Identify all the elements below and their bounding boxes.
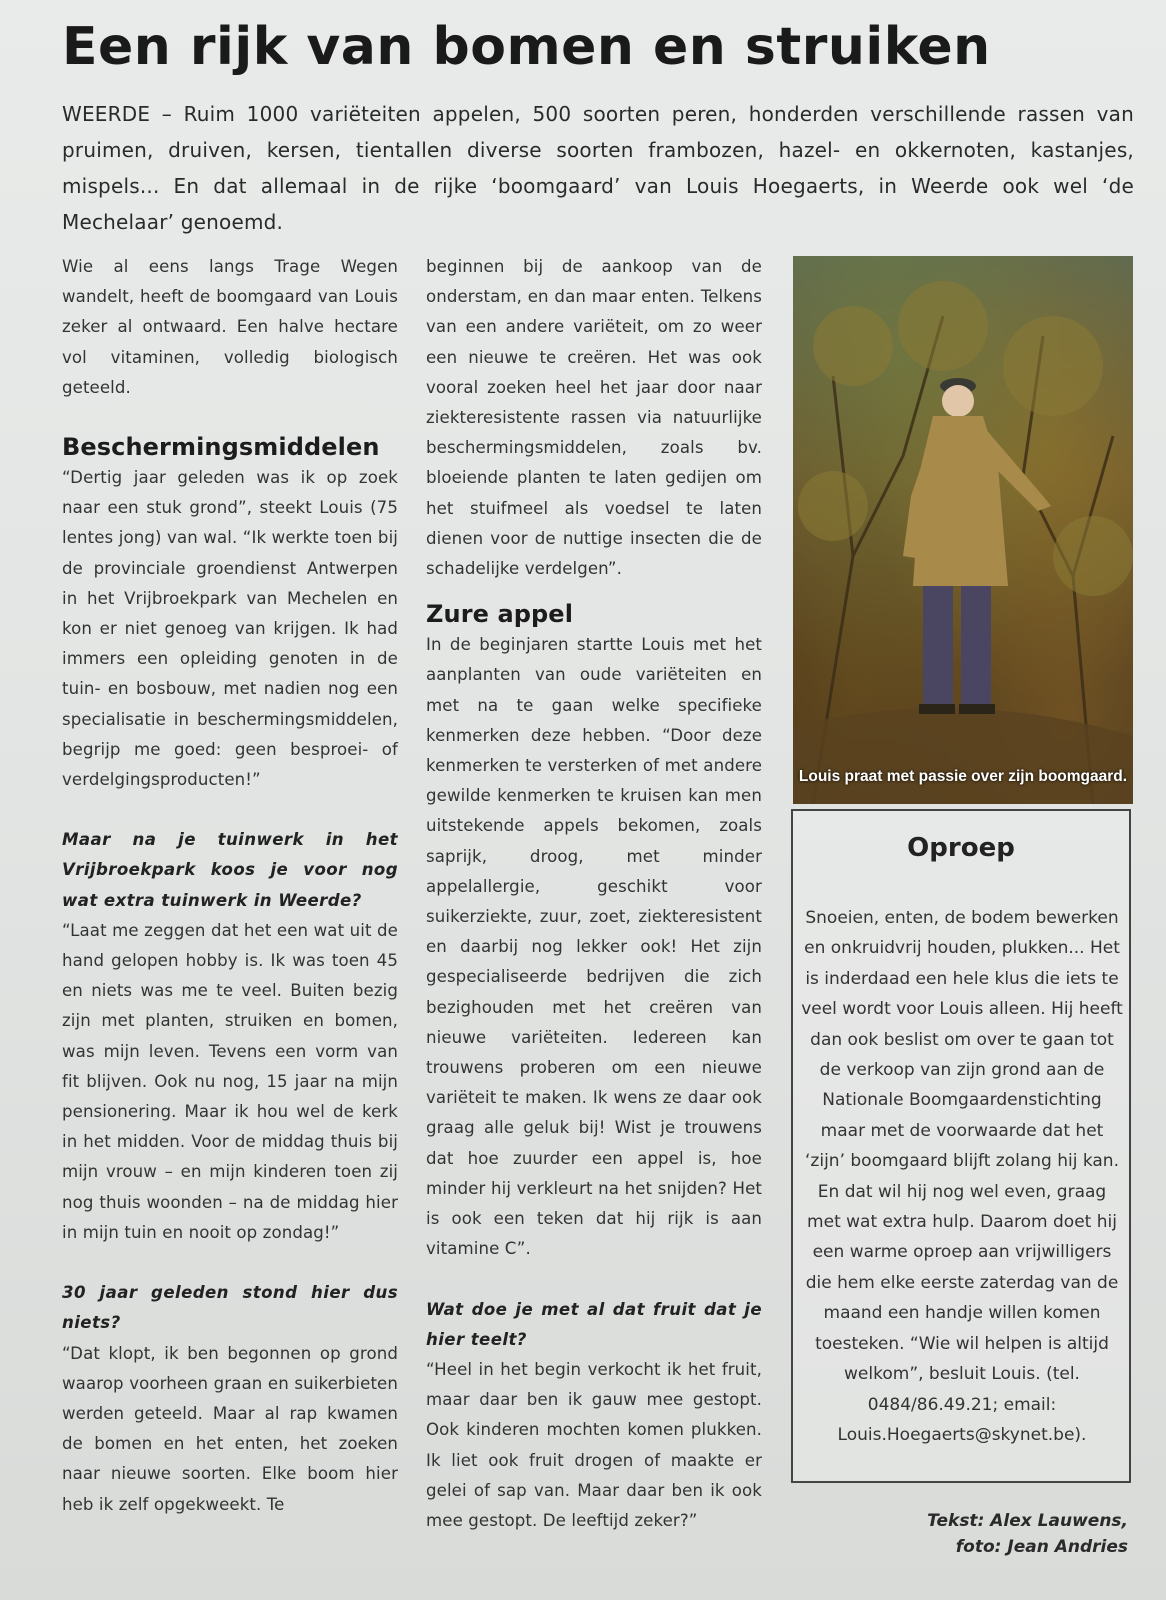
interview-question: 30 jaar geleden stond hier dus niets? bbox=[62, 1283, 398, 1333]
credit-text: Tekst: Alex Lauwens, bbox=[927, 1511, 1128, 1531]
paragraph: “Dat klopt, ik ben begonnen op grond waarop voorheen graan en suikerbieten werden geteeld. Maar al rap kwamen de bomen en het enten, het zoeken naar nieuwe soorten. Elke boom hier heb ik zelf opgekweekt. Te bbox=[62, 1343, 398, 1514]
oproep-box bbox=[791, 809, 1131, 1483]
paragraph: In de beginjaren startte Louis met het aanplanten van oude variëteiten en met na te gaan welke specifieke kenmerken deze hebben. “Door deze kenmerken te versterken of met andere gewilde kenmerken te kruisen kan men uitstekende appels bekomen, zoals saprijk, droog, met minder appelallergie, geschikt voor suikerziekte, zuur, zoet, ziekteresistent en daarbij nog lekker ook! Het zijn gespecialiseerde bedrijven die zich bezighouden met het creëren van nieuwe variëteiten. Iedereen kan trouwens proberen om een nieuwe variëteit te maken. Ik wens ze daar ook graag alle geluk bij! Wist je trouwens dat hoe zuurder een appel is, hoe minder hij verkleurt na het snijden? Het is ook een teken dat hij rijk is aan vitamine C”. bbox=[426, 635, 762, 1259]
photo-caption: Louis praat met passie over zijn boomgaard. bbox=[798, 768, 1128, 785]
article-lead: WEERDE – Ruim 1000 variëteiten appelen, 500 soorten peren, honderden verschillende rassen van pruimen, druiven, kersen, tientallen diverse soorten frambozen, hazel- en okkernoten, kastanjes, mispels... En dat allemaal in de rijke ‘boomgaard’ van Louis Hoegaerts, in Weerde ook wel ‘de Mechelaar’ genoemd. bbox=[62, 102, 1134, 234]
credit-photo: foto: Jean Andries bbox=[955, 1537, 1128, 1557]
paragraph: “Heel in het begin verkocht ik het fruit, maar daar ben ik gauw mee gestopt. Ook kinderen mochten komen plukken. Ik liet ook fruit drogen of maakte er gelei of sap van. Maar daar ben ik ook mee gestopt. De leeftijd zeker?” bbox=[426, 1359, 762, 1530]
paragraph: beginnen bij de aankoop van de onderstam, en dan maar enten. Telkens van een andere variëteit, om zo weer een nieuwe te creëren. Het was ook vooral zoeken heel het jaar door naar ziekteresistente rassen via natuurlijke beschermingsmiddelen, zoals bv. bloeiende planten te laten gedijen om het stuifmeel als voedsel te laten dienen voor de nuttige insecten die de schadelijke verdelgen”. bbox=[426, 257, 762, 579]
heading-beschermingsmiddelen: Beschermingsmiddelen bbox=[62, 433, 380, 462]
column-1 bbox=[62, 252, 398, 1520]
credits bbox=[828, 1508, 1128, 1560]
paragraph: “Dertig jaar geleden was ik op zoek naar een stuk grond”, steekt Louis (75 lentes jong) van wal. “Ik werkte toen bij de provinciale groendienst Antwerpen in het Vrijbroekpark van Mechelen en kon er niet genoeg van krijgen. Ik had immers een opleiding genoten in de tuin- en bosbouw, met nadien nog een specialisatie in beschermingsmiddelen, begrijp me goed: geen besproei- of verdelgingsproducten!” bbox=[62, 468, 398, 790]
paragraph: “Laat me zeggen dat het een wat uit de hand gelopen hobby is. Ik was toen 45 en niets was me te veel. Buiten bezig zijn met planten, struiken en bomen, was mijn leven. Tevens een vorm van fit blijven. Ook nu nog, 15 jaar na mijn pensionering. Maar ik hou wel de kerk in het midden. Voor de middag thuis bij mijn vrouw – en mijn kinderen toen zij nog thuis woonden – na de middag hier in mijn tuin en nooit op zondag!” bbox=[62, 920, 398, 1242]
column-2 bbox=[426, 252, 762, 1536]
oproep-title: Oproep bbox=[907, 833, 1015, 863]
interview-question: Maar na je tuinwerk in het Vrijbroekpark koos je voor nog wat extra tuinwerk in Weerde? bbox=[62, 830, 398, 910]
heading-zure-appel: Zure appel bbox=[426, 600, 574, 629]
man-in-orchard-illustration bbox=[793, 256, 1133, 804]
orchard-photo bbox=[793, 256, 1133, 804]
interview-question: Wat doe je met al dat fruit dat je hier teelt? bbox=[426, 1299, 762, 1349]
article-title: Een rijk van bomen en struiken bbox=[62, 17, 991, 77]
intro-paragraph: Wie al eens langs Trage Wegen wandelt, heeft de boomgaard van Louis zeker al ontwaard. Een halve hectare vol vitaminen, volledig biologisch geteeld. bbox=[62, 257, 398, 397]
oproep-text: Snoeien, enten, de bodem bewerken en onkruidvrij houden, plukken... Het is inderdaad een hele klus die iets te veel wordt voor Louis alleen. Hij heeft dan ook beslist om over te gaan tot de verkoop van zijn grond aan de Nationale Boomgaardenstichting maar met de voorwaarde dat het ‘zijn’ boomgaard blijft zolang hij kan. En dat wil hij nog wel even, graag met wat extra hulp. Daarom doet hij een warme oproep aan vrijwilligers die hem elke eerste zaterdag van de maand een handje willen komen toesteken. “Wie wil helpen is altijd welkom”, besluit Louis. (tel. 0484/86.49.21; email: Louis.Hoegaerts@skynet.be). bbox=[801, 908, 1123, 1445]
